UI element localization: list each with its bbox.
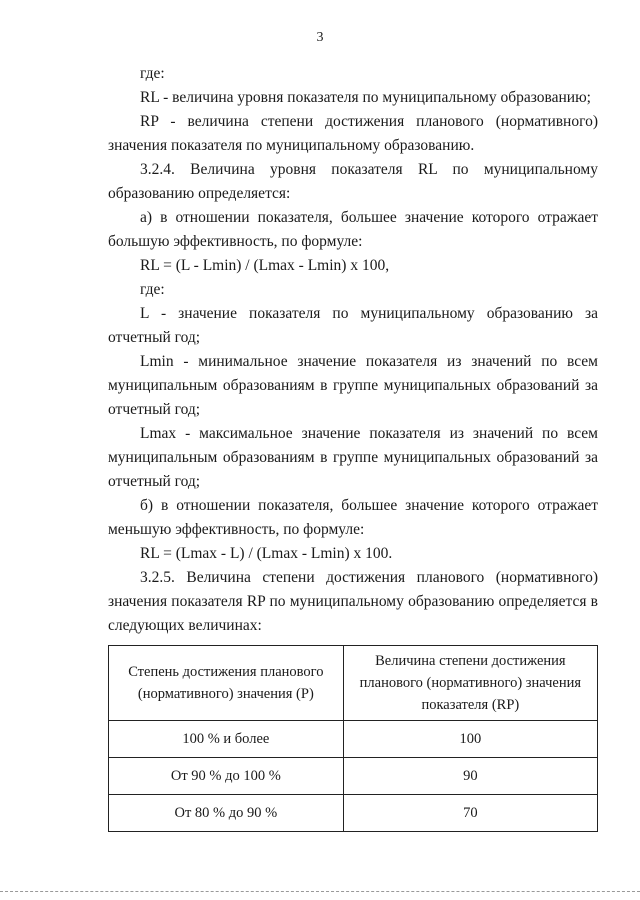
table-row — [109, 721, 598, 758]
table-cell-rp: 70 — [343, 795, 597, 832]
paragraph-3-2-5: 3.2.5. Величина степени достижения планового (нормативного) значения показателя RP по муниципальному образованию определяется в следующих величинах: — [108, 569, 598, 634]
document-body — [108, 62, 598, 638]
table-cell-rp: 100 — [343, 721, 597, 758]
paragraph-lmax-definition: Lmax - максимальное значение показателя из значений по всем муниципальным образованиям в группе муниципальных образований за отчетный год; — [108, 425, 598, 490]
table-header-rp: Величина степени достижения планового (нормативного) значения показателя (RP) — [343, 646, 597, 721]
paragraph-where-2: где: — [140, 281, 165, 298]
formula-rl-2: RL = (Lmax - L) / (Lmax - Lmin) x 100. — [140, 545, 393, 562]
table-cell-p: От 80 % до 90 % — [109, 795, 344, 832]
table-cell-p: От 90 % до 100 % — [109, 758, 344, 795]
formula-rl-1: RL = (L - Lmin) / (Lmax - Lmin) x 100, — [140, 257, 390, 274]
paragraph-l-definition: L - значение показателя по муниципальному образованию за отчетный год; — [108, 305, 598, 346]
paragraph-rl-definition: RL - величина уровня показателя по муниципальному образованию; — [140, 89, 591, 106]
paragraph-rp-definition: RP - величина степени достижения планового (нормативного) значения показателя по муниципальному образованию. — [108, 113, 598, 154]
paragraph-3-2-4: 3.2.4. Величина уровня показателя RL по муниципальному образованию определяется: — [108, 161, 598, 202]
table-header-row — [109, 646, 598, 721]
paragraph-case-a: а) в отношении показателя, большее значение которого отражает большую эффективность, по формуле: — [108, 209, 598, 250]
paragraph-lmin-definition: Lmin - минимальное значение показателя из значений по всем муниципальным образованиям в группе муниципальных образований за отчетный год; — [108, 353, 598, 418]
table-header-p: Степень достижения планового (нормативного) значения (P) — [109, 646, 344, 721]
table-cell-rp: 90 — [343, 758, 597, 795]
table-row — [109, 795, 598, 832]
table-cell-p: 100 % и более — [109, 721, 344, 758]
achievement-table — [108, 645, 598, 832]
table-row — [109, 758, 598, 795]
paragraph-case-b: б) в отношении показателя, большее значение которого отражает меньшую эффективность, по формуле: — [108, 497, 598, 538]
paragraph-where-1: где: — [140, 65, 165, 82]
page-number: 3 — [316, 30, 324, 45]
footer-divider — [0, 891, 640, 892]
